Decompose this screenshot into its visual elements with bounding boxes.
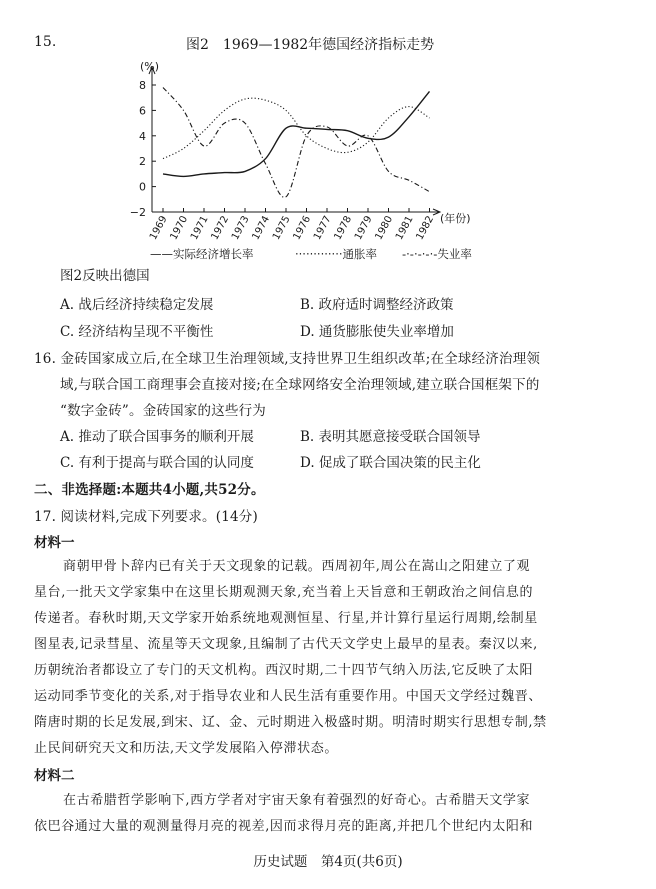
q16-option-b[interactable]: B. 表明其愿意接受联合国领导: [300, 429, 481, 445]
q15-option-d[interactable]: D. 通货膨胀使失业率增加: [300, 324, 454, 340]
material-1-line: 运动同季节变化的关系,对于指导农业和人民生活有重要作用。中国天文学经过魏晋、: [34, 689, 542, 704]
material-2-line: 在古希腊哲学影响下,西方学者对宇宙天象有着强烈的好奇心。古希腊天文学家: [63, 793, 531, 808]
q16-option-a[interactable]: A. 推动了联合国事务的顺利开展: [60, 429, 254, 445]
x-tick-label: 1973: [229, 214, 252, 242]
material-2-line: 依巴谷通过大量的观测量得月亮的视差,因而求得月亮的距离,并把几个世纪内太阳和: [34, 819, 534, 834]
legend-item: -·-·-·-·-失业率: [402, 247, 472, 261]
x-tick-label: 1976: [291, 214, 314, 242]
figure-title: 图2 1969—1982年德国经济指标走势: [186, 37, 435, 53]
legend-item: ·············通胀率: [295, 247, 378, 261]
q15-option-c[interactable]: C. 经济结构呈现不平衡性: [60, 324, 214, 340]
q15-option-b[interactable]: B. 政府适时调整经济政策: [300, 297, 454, 313]
legend-item: ——实际经济增长率: [150, 247, 254, 261]
x-axis-label: (年份): [440, 212, 471, 225]
series-line-solid: [163, 91, 430, 176]
material-1-label: 材料一: [34, 535, 75, 551]
material-1-line: 止民间研究天文和历法,天文学发展陷入停滞状态。: [34, 741, 338, 756]
y-tick-label: 2: [139, 155, 146, 169]
y-tick-label: 4: [139, 129, 146, 143]
section-2-heading: 二、非选择题:本题共4小题,共52分。: [34, 482, 265, 498]
material-1-line: 历朝统治者都设立了专门的天文机构。西汉时期,二十四节气纳入历法,它反映了太阳: [34, 663, 534, 678]
x-tick-label: 1975: [270, 214, 293, 242]
chart-series: [163, 88, 430, 198]
material-1-line: 商朝甲骨卜辞内已有关于天文现象的记载。西周初年,周公在嵩山之阳建立了观: [63, 559, 531, 574]
material-2-label: 材料二: [34, 768, 75, 784]
y-tick-label: 8: [139, 79, 146, 92]
x-tick-label: 1969: [147, 214, 170, 242]
y-tick-label: 6: [139, 104, 146, 118]
x-tick-label: 1977: [311, 214, 334, 242]
x-tick-label: 1981: [393, 214, 416, 242]
q15-option-a[interactable]: A. 战后经济持续稳定发展: [60, 297, 214, 313]
x-tick-label: 1971: [188, 214, 211, 242]
series-line-dotted: [163, 98, 430, 159]
series-line-dashdot: [163, 88, 430, 198]
y-tick-label: −2: [129, 206, 146, 219]
y-tick-label: 0: [139, 180, 146, 194]
question-16-line-3: “数字金砖”。金砖国家的这些行为: [60, 403, 267, 419]
q16-option-c[interactable]: C. 有利于提高与联合国的认同度: [60, 455, 254, 471]
economic-indicators-chart: [0, 0, 656, 275]
material-1-line: 图星表,记录彗星、流星等天文现象,且编制了古代天文学史上最早的星表。秦汉以来,: [34, 637, 538, 652]
material-1-line: 隋唐时期的长足发展,到宋、辽、金、元时期进入极盛时期。明清时期实行思想专制,禁: [34, 715, 547, 730]
page-footer: 历史试题 第4页(共6页): [253, 854, 403, 870]
x-tick-label: 1982: [414, 214, 437, 242]
x-tick-labels: [148, 208, 436, 242]
question-15-number: 15.: [34, 34, 57, 50]
x-tick-label: 1974: [250, 214, 273, 242]
y-axis-label: (%): [140, 60, 160, 73]
x-tick-label: 1970: [168, 214, 191, 242]
material-1-line: 星台,一批天文学家集中在这里长期观测天象,充当着上天旨意和王朝政治之间信息的: [34, 585, 534, 600]
question-15-stem: 图2反映出德国: [60, 268, 150, 284]
question-17-stem: 17. 阅读材料,完成下列要求。(14分): [34, 509, 258, 525]
x-tick-label: 1979: [352, 214, 375, 242]
q16-option-d[interactable]: D. 促成了联合国决策的民主化: [300, 455, 481, 471]
chart-legend: [150, 247, 472, 261]
x-tick-label: 1972: [209, 214, 232, 242]
x-tick-label: 1980: [373, 214, 396, 242]
x-tick-label: 1978: [332, 214, 355, 242]
material-1-line: 传递者。春秋时期,天文学家开始系统地观测恒星、行星,并计算行星运行周期,绘制星: [34, 611, 538, 626]
question-16-line-2: 域,与联合国工商理事会直接对接;在全球网络安全治理领域,建立联合国框架下的: [60, 377, 540, 393]
question-16-line-1: 16. 金砖国家成立后,在全球卫生治理领域,支持世界卫生组织改革;在全球经济治理领: [34, 351, 541, 367]
